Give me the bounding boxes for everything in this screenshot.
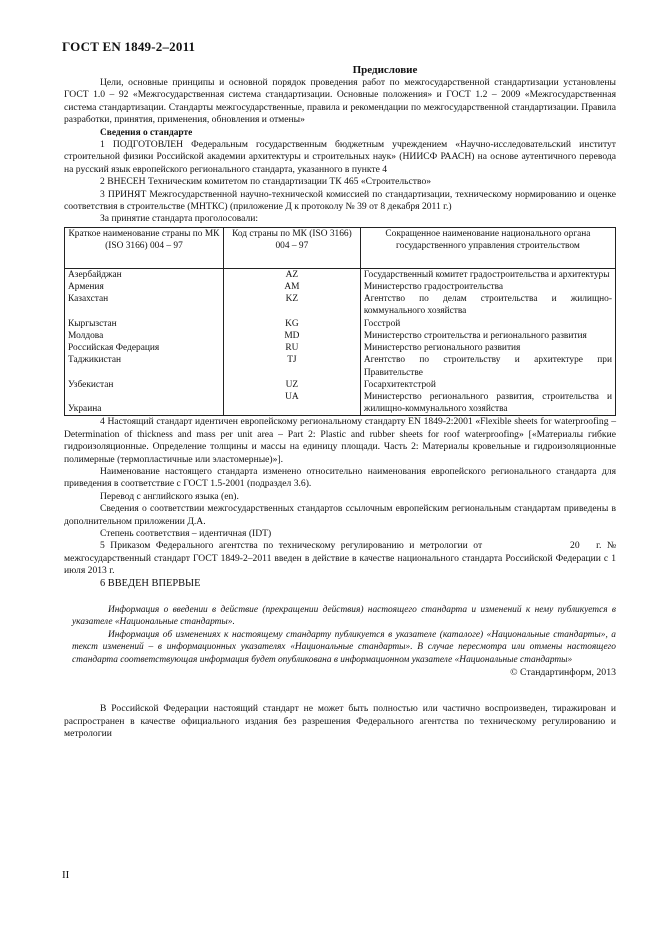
publication-notice (64, 604, 616, 666)
country-name: Кыргызстан (65, 318, 224, 330)
table-row (65, 342, 616, 354)
table-row (65, 330, 616, 342)
country-name: Узбекистан (65, 379, 224, 391)
country-name: Таджикистан (65, 354, 224, 378)
foreword-intro: Цели, основные принципы и основной порядок проведения работ по межгосударственной стандартизации установлены ГОСТ 1.0 – 92 «Межгосударственная система стандартизации. Основные положения» и ГОСТ 1.2 – 2009 «Межгосударственная система стандартизации. Стандарты межгосударственные, правила и рекомендации по межгосударственной стандартизации. Правила разработки, принятия, применения, обновления и отмены» (64, 77, 616, 126)
voting-table (64, 227, 616, 416)
country-code: AZ (223, 268, 360, 281)
country-code: MD (223, 330, 360, 342)
country-name: Армения (65, 281, 224, 293)
authority-name: Агентство по строительству и архитектуре при Правительстве (360, 354, 615, 378)
reproduction-note: В Российской Федерации настоящий стандарт не может быть полностью или частично воспроизведен, тиражирован и распространен в качестве официального издания без разрешения Федерального агентства по техническому регулированию и метрологии (64, 703, 616, 740)
translation-note: Перевод с английского языка (en). (100, 490, 239, 502)
authority-name: Министерство регионального развития (360, 342, 615, 354)
item-4-identity: 4 Настоящий стандарт идентичен европейскому региональному стандарту EN 1849-2:2001 «Flexible sheets for waterproofing – Determination of thickness and mass per unit area – Part 2: Plastic and rubber sheets for roof waterproofing» [«Материалы гибкие гидроизоляционные. Определение толщины и массы на единицу площади. Часть 2: Материалы кровельные и гидроизоляционные полимерные (термопластичные или эластомерные)»]. (64, 416, 616, 465)
authority-name: Госархитектстрой (360, 379, 615, 391)
authority-name: Министерство регионального развития, строительства и жилищно-коммунального хозяйства (360, 391, 615, 416)
table-row (65, 354, 616, 378)
country-name: Украина (65, 391, 224, 416)
country-code: KZ (223, 293, 360, 317)
country-code: AM (223, 281, 360, 293)
notice-para-1: Информация о введении в действие (прекращении действия) настоящего стандарта и изменений к нему публикуется в указателе «Национальные стандарты». (72, 605, 616, 628)
document-body (64, 63, 640, 741)
name-change-note: Наименование настоящего стандарта изменено относительно наименования европейского регионального стандарта для приведения в соответствие с ГОСТ 1.5-2001 (подраздел 3.6). (64, 465, 616, 490)
country-name: Российская Федерация (65, 342, 224, 354)
table-row (65, 379, 616, 391)
header-authority: Сокращенное наименование национального органа государственного управления строительством (360, 227, 615, 268)
copyright-notice: © Стандартинформ, 2013 (510, 667, 616, 679)
table-row (65, 268, 616, 281)
header-country-name: Краткое наименование страны по МК (ISO 3166) 004 – 97 (65, 227, 224, 268)
table-row (65, 391, 616, 416)
voted-intro: За принятие стандарта проголосовали: (100, 213, 259, 225)
authority-name: Государственный комитет градостроительства и архитектуры (360, 268, 615, 281)
authority-name: Министерство градостроительства (360, 281, 615, 293)
header-country-code: Код страны по МК (ISO 3166) 004 – 97 (223, 227, 360, 268)
item-5-order: 5 Приказом Федерального агентства по техническому регулированию и метрологии от 20 г. № межгосударственный стандарт ГОСТ 1849-2–2011 введен в действие в качестве национального стандарта Российской Федерации с 1 июля 2013 г. (64, 540, 640, 577)
page-number: II (62, 869, 70, 881)
table-row (65, 293, 616, 317)
standard-info-heading: Сведения о стандарте (100, 127, 193, 138)
table-header-row (65, 227, 616, 268)
item-2-introduced: 2 ВНЕСЕН Техническим комитетом по стандартизации ТК 465 «Строительство» (100, 176, 432, 188)
authority-name: Министерство строительства и регионального развития (360, 330, 615, 342)
item-1-prepared: 1 ПОДГОТОВЛЕН Федеральным государственным бюджетным учреждением «Научно-исследовательский институт строительной физики Российской академии архитектуры и строительных наук» (НИИСФ РААСН) на основе аутентичного перевода на русский язык европейского регионального стандарта, указанного в пункте 4 (64, 139, 616, 175)
country-code: UA (223, 391, 360, 416)
country-code: UZ (223, 379, 360, 391)
table-row (65, 281, 616, 293)
foreword-title: Предисловие (352, 64, 418, 76)
conformity-info: Сведения о соответствии межгосударственных стандартов ссылочным европейским региональным стандартам приведены в дополнительном приложении Д.А. (64, 503, 616, 527)
country-code: RU (223, 342, 360, 354)
country-name: Казахстан (65, 293, 224, 317)
item-3-adopted: 3 ПРИНЯТ Межгосударственной научно-технической комиссией по стандартизации, техническому нормированию и оценке соответствия в строительстве (МНТКС) (приложение Д к протоколу № 39 от 8 декабря 2011 г.) (64, 188, 616, 213)
table-row (65, 318, 616, 330)
authority-name: Агентство по делам строительства и жилищно-коммунального хозяйства (360, 293, 615, 317)
country-name: Азербайджан (65, 268, 224, 281)
document-code: ГОСТ EN 1849-2–2011 (62, 39, 196, 54)
authority-name: Госстрой (360, 318, 615, 330)
country-name: Молдова (65, 330, 224, 342)
conformity-degree: Степень соответствия – идентичная (IDT) (100, 527, 272, 539)
item-6-first-introduced: 6 ВВЕДЕН ВПЕРВЫЕ (100, 577, 201, 589)
notice-para-2: Информация об изменениях к настоящему стандарту публикуется в указателе (каталоге) «Национальные стандарты», а текст изменений – в информационных указателях «Национальные стандарты». В случае пересмотра или отмены настоящего стандарта соответствующая информация будет опубликована в информационном указателе «Национальные стандарты» (72, 629, 616, 665)
country-code: KG (223, 318, 360, 330)
country-code: TJ (223, 354, 360, 378)
